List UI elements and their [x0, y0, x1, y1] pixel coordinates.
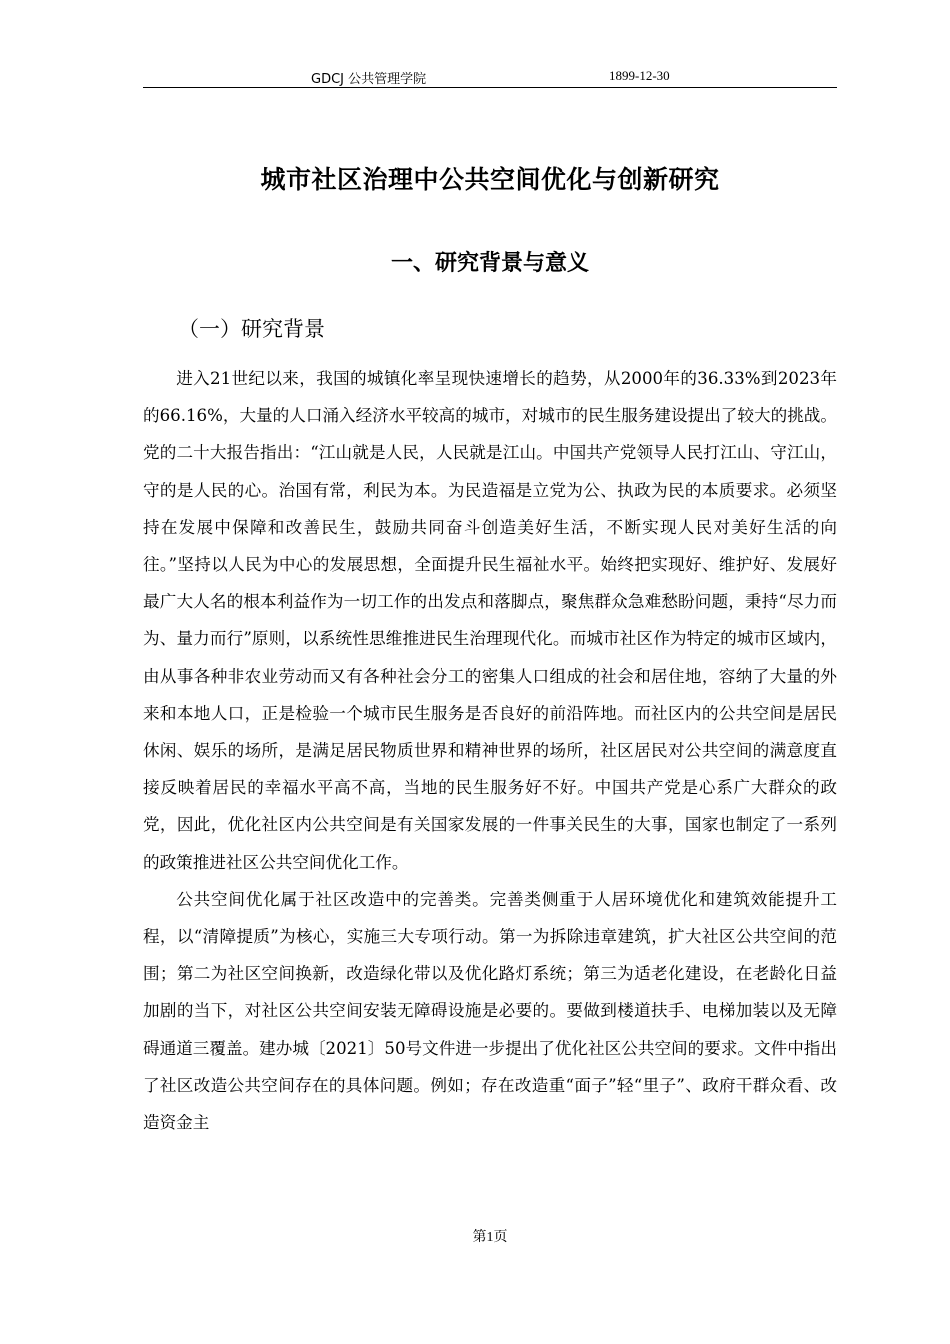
header-institution: GDCJ 公共管理学院 [311, 72, 427, 87]
paragraph-2: 公共空间优化属于社区改造中的完善类。完善类侧重于人居环境优化和建筑效能提升工程，以“清障提质”为核心，实施三大专项行动。第一为拆除违章建筑，扩大社区公共空间的范围；第二为社区空间换新，改造绿化带以及优化路灯系统；第三为适老化建设，在老龄化日益加剧的当下，对社区公共空间安装无障碍设施是必要的。要做到楼道扶手、电梯加装以及无障碍通道三覆盖。建办城〔2021〕50号文件进一步提出了优化社区公共空间的要求。文件中指出了社区改造公共空间存在的具体问题。例如；存在改造重“面子”轻“里子”、政府干群众看、改造资金主 [143, 889, 837, 1133]
section-heading: 一、研究背景与意义 [390, 251, 589, 276]
page-number: 第1页 [472, 1230, 508, 1245]
document-title: 城市社区治理中公共空间优化与创新研究 [260, 165, 720, 194]
body-text [143, 360, 837, 1141]
subsection-heading: （一）研究背景 [178, 317, 325, 341]
page-header [143, 66, 837, 88]
paragraph-1: 进入21世纪以来，我国的城镇化率呈现快速增长的趋势，从2000年的36.33%到2023年的66.16%，大量的人口涌入经济水平较高的城市，对城市的民生服务建设提出了较大的挑战。党的二十大报告指出：“江山就是人民，人民就是江山。中国共产党领导人民打江山、守江山，守的是人民的心。治国有常，利民为本。为民造福是立党为公、执政为民的本质要求。必须坚持在发展中保障和改善民生，鼓励共同奋斗创造美好生活，不断实现人民对美好生活的向往。”坚持以人民为中心的发展思想，全面提升民生福祉水平。始终把实现好、维护好、发展好最广大人名的根本利益作为一切工作的出发点和落脚点，聚焦群众急难愁盼问题，秉持“尽力而为、量力而行”原则，以系统性思维推进民生治理现代化。而城市社区作为特定的城市区域内，由从事各种非农业劳动而又有各种社会分工的密集人口组成的社会和居住地，容纳了大量的外来和本地人口，正是检验一个城市民生服务是否良好的前沿阵地。而社区内的公共空间是居民休闲、娱乐的场所，是满足居民物质世界和精神世界的场所，社区居民对公共空间的满意度直接反映着居民的幸福水平高不高，当地的民生服务好不好。中国共产党是心系广大群众的政党，因此，优化社区内公共空间是有关国家发展的一件事关民生的大事，国家也制定了一系列的政策推进社区公共空间优化工作。 [143, 369, 837, 872]
header-date: 1899-12-30 [609, 68, 670, 83]
